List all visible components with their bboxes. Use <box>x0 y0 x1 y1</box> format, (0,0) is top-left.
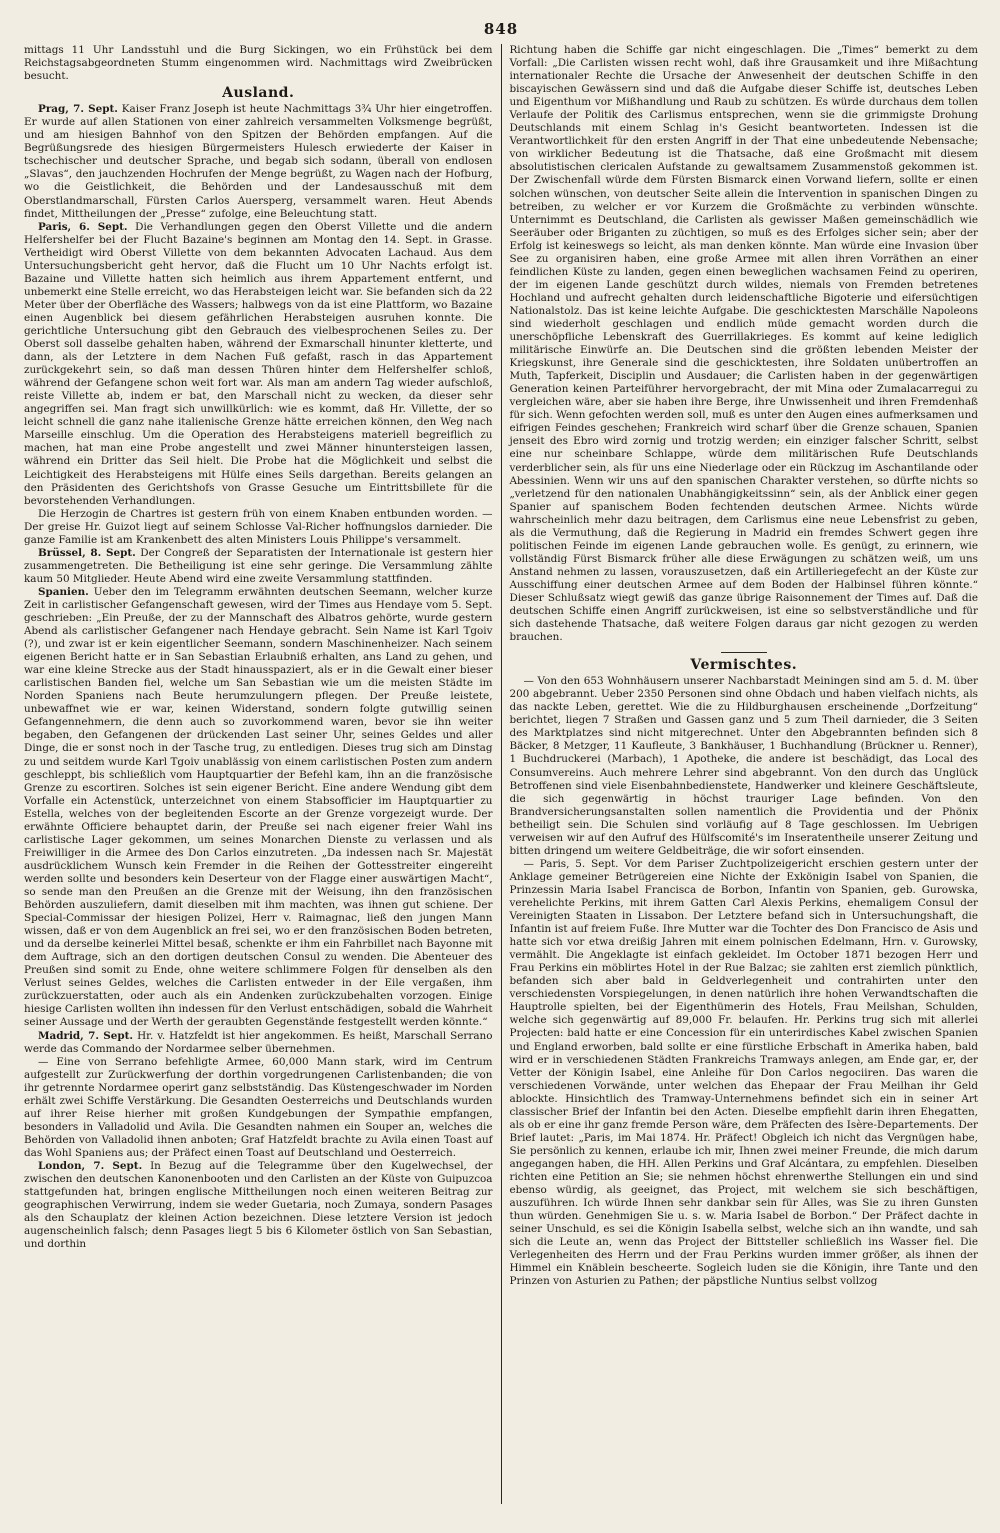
article-paris-perkins-text: Vor dem Pariser Zuchtpolizeigericht erschien gestern unter der Anklage gemeiner Betrügereien eine Nichte der Exkönigin Isabel von Spanien, die Prinzessin Maria Isabel Francisca de Borbon, Infantin von Spanien, geb. Gurowska, verehelichte Perkins, mit ihrem Gatten Carl Alexis Perkins, ehemaligem Consul der Vereinigten Staaten in Lissabon. Der Letztere befand sich in Untersuchungshaft, die Infantin ist auf freiem Fuße. Ihre Mutter war die Tochter des Don Francisco de Asis und hatte sich vor etwa dreißig Jahren mit einem polnischen Edelmann, Hrn. v. Gurowsky, vermählt. Die Angeklagte ist einfach gekleidet. Im October 1871 bezogen Herr und Frau Perkins ein möblirtes Hotel in der Rue Balzac; sie zahlten erst ziemlich pünktlich, befanden sich aber bald in Geldverlegenheit und contrahirten unter den verschiedensten Vorspiegelungen, in denen natürlich ihre hohen Verwandtschaften die Hauptrolle spielten, bei der Eigenthümerin des Hotels, Frau Meilshan, Schulden, welche sich gegenwärtig auf 89,000 Fr. belaufen. Hr. Perkins trug sich mit allerlei Projecten: bald hatte er eine Concession für ein unterirdisches Kabel zwischen Spanien und England erworben, bald sollte er eine fürstliche Erbschaft in Amerika haben, bald wird er in verschiedenen Städten Frankreichs Tramways anlegen, am Ende gar, er, der Vetter der Königin Isabel, eine Anleihe für Don Carlos negociiren. Das waren die verschiedenen Vorwände, unter welchen das Ehepaar der Frau Meilhan ihr Geld ablockte. Hinsichtlich des Tramway-Unternehmens befindet sich ein in seiner Art classischer Brief der Infantin bei den Acten. Dieselbe empfiehlt darin ihren Ehegatten, als ob er eine ihr ganz fremde Person wäre, dem Präfecten des Isère-Departements. Der Brief lautet: „Paris, im Mai 1874. Hr. Präfect! Obgleich ich nicht das Vergnügen habe, Sie persönlich zu kennen, erlaube ich mir, Ihnen zwei meiner Freunde, die mich darum angegangen haben, die HH. Allen Perkins und Graf Alcántara, zu empfehlen. Dieselben richten eine Petition an Sie; sie nehmen höchst ehrenwerthe Stellungen ein und sind ebenso würdig, als geeignet, das Project, mit welchem sie sich beschäftigen, auszuführen. Ich würde Ihnen sehr dankbar sein für Alles, was Sie zu ihren Gunsten thun würden. Genehmigen Sie u. s. w. Maria Isabel de Borbon.“ Der Präfect dachte in seiner Unschuld, es sei die Königin Isabella selbst, welche sich an ihn wandte, und sah sich die Leute an, wenn das Project der Bittsteller schließlich ins Wasser fiel. Die Verlegenheiten des Herrn und der Frau Perkins wurden immer größer, als ihnen der Himmel ein Knäblein bescheerte. Sogleich luden sie die Königin, ihre Tante und den Prinzen von Asturien zu Pathen; der päpstliche Nuntius selbst vollzog <box>509 857 978 1288</box>
intro-paragraph: mittags 11 Uhr Landsstuhl und die Burg Sickingen, wo ein Frühstück bei dem Reichstagsabgeordneten Stumm eingenommen wird. Nachmittags wird Zweibrücken besucht. <box>24 44 493 83</box>
left-column <box>24 44 501 1504</box>
article-spanien <box>24 586 493 1030</box>
columns <box>24 44 978 1504</box>
dateline-spanien: Spanien. <box>38 585 89 598</box>
section-heading-ausland: Ausland. <box>222 85 295 102</box>
article-spanien-text: Ueber den im Telegramm erwähnten deutschen Seemann, welcher kurze Zeit in carlistischer Gefangenschaft gewesen, wird der Times aus Hendaye vom 5. Sept. geschrieben: „Ein Preuße, der zu der Mannschaft des Albatros gehörte, wurde gestern Abend als carlistischer Gefangener nach Hendaye gebracht. Sein Name ist Karl Tgoiv (?), und zwar ist er kein eigentlicher Seemann, sondern Maschinenheizer. Nach seinem eigenen Bericht hatte er in San Sebastian Erlaubniß erhalten, ans Land zu gehen, und war eine kleine Strecke aus der Stadt hinausspaziert, als er in die Gewalt einer bieser carlistischen Banden fiel, welche um San Sebastian wie um die meisten Städte im Norden Spaniens nach Beute herumzulungern pflegen. Der Preuße leistete, unbewaffnet wie er war, keinen Widerstand, sondern folgte gutwillig seinen Gefangennehmern, die denn auch so zuvorkommend waren, bevor sie ihn weiter begaben, den Gefangenen der drückenden Last seiner Uhr, seines Geldes und aller Dinge, die er sonst noch in der Tasche trug, zu entledigen. Dieses trug sich am Dinstag zu und seitdem wurde Karl Tgoiv unablässig von einem carlistischen Posten zum andern geschleppt, bis schließlich vom Hauptquartier der Befehl kam, ihn an die französische Grenze zu escortiren. Solches ist sein eigener Bericht. Eine andere Wendung gibt dem Vorfalle ein Actenstück, unterzeichnet von einem Stabsofficier im Hauptquartier zu Estella, welches von der begleitenden Escorte an der Grenze vorgezeigt wurde. Der erwähnte Officiere behauptet darin, der Preuße sei nach eigener freier Wahl ins carlistische Lager gekommen, um seines Monarchen Dienste zu verlassen und als Freiwilliger in die Armee des Don Carlos einzutreten. „Da indessen nach Sr. Majestät ausdrücklichem Wunsch kein Fremder in die Reihen der Gottesstreiter eingereiht werden sollte und besonders kein Deserteur von der Flagge einer auswärtigen Macht“, so sende man den Preußen an die Grenze mit der Weisung, ihn den französischen Behörden auszuliefern, damit dieselben mit ihm machten, was ihnen gut schiene. Der Special-Commissar der hiesigen Polizei, Herr v. Raimagnac, ließ den jungen Mann wissen, daß er von dem Augenblick an frei sei, wo er den französischen Boden betreten, und da derselbe keinerlei Mittel besaß, schenkte er ihm ein Fahrbillet nach Bayonne mit dem Auftrage, sich an den dortigen deutschen Consul zu wenden. Die Abenteuer des Preußen sind somit zu Ende, ohne weitere schlimmere Folgen für denselben als den Verlust seines Geldes, welches die Carlisten entweder in der Eile vergaßen, ihm zurückzuerstatten, oder auch als ein Andenken zurückzubehalten vorzogen. Einige hiesige Carlisten wollten ihn indessen für den Verlust entschädigen, sobald die Wahrheit seiner Aussage und der Werth der geraubten Gegenstände festgestellt werden könnte.“ <box>24 585 493 1029</box>
article-meiningen: — Von den 653 Wohnhäusern unserer Nachbarstadt Meiningen sind am 5. d. M. über 200 abgebrannt. Ueber 2350 Personen sind ohne Obdach und haben vielfach nichts, als das nackte Leben, gerettet. Wie die zu Hildburghausen erscheinende „Dorfzeitung“ berichtet, liegen 7 Straßen und Gassen ganz und 5 zum Theil darnieder, die 3 Seiten des Marktplatzes sind nicht mitgerechnet. Unter den Abgebrannten befinden sich 8 Bäcker, 8 Metzger, 11 Kaufleute, 3 Bankhäuser, 1 Buchhandlung (Brückner u. Renner), 1 Buchdruckerei (Marbach), 1 Apotheke, die andere ist beschädigt, das Local des Consumvereins. Auch mehrere Lehrer sind abgebrannt. Von den durch das Unglück Betroffenen sind viele Eisenbahnbedienstete, Handwerker und kleinere Geschäftsleute, die sich gegenwärtig in höchst trauriger Lage befinden. Von den Brandversicherungsanstalten sollen namentlich die Providentia und der Phönix betheiligt sein. Die Schulen sind vorläufig auf 8 Tage geschlossen. Im Uebrigen verweisen wir auf den Aufruf des Hülfscomité's im Inseratentheile unserer Zeitung und bitten dringend um weitere Geldbeiträge, die wir sofort einsenden. <box>509 675 978 857</box>
article-madrid-text: Hr. v. Hatzfeldt ist hier angekommen. Es heißt, Marschall Serrano werde das Commando der Nordarmee selber übernehmen. <box>24 1029 493 1055</box>
dateline-paris: Paris, 6. Sept. <box>38 220 128 233</box>
dateline-london: London, 7. Sept. <box>38 1159 143 1172</box>
page-number: 848 <box>483 20 519 38</box>
dateline-bruessel: Brüssel, 8. Sept. <box>38 546 136 559</box>
article-bruessel <box>24 547 493 586</box>
continuation-paragraph: Richtung haben die Schiffe gar nicht eingeschlagen. Die „Times“ bemerkt zu dem Vorfall: „Die Carlisten wissen recht wohl, daß ihre Grausamkeit und ihre Mißachtung internationaler Rechte die Ursache der Anwesenheit der deutschen Schiffe in den biscayischen Gewässern sind und daß die Aufgabe dieser Schiffe ist, deutsches Leben und Eigenthum vor Mißhandlung und Raub zu schützen. Es würde durchaus dem tollen Verlaufe der Politik des Carlismus entsprechen, wenn sie die grimmigste Drohung Deutschlands mit einem Schlag in's Gesicht beantworteten. Indessen ist die Verantwortlichkeit für den ersten Angriff in der That eine unbedeutende Nebensache; von wirklicher Bedeutung ist die Thatsache, daß eine Großmacht mit diesem absolutistischen clericalen Aufstande zu gewaltsamem Zusammenstoß gekommen ist. Der Zwischenfall würde dem Fürsten Bismarck einen Vorwand liefern, sollte er einen solchen wünschen, von deutscher Seite allein die Intervention in spanischen Dingen zu betreiben, zu welcher er vor Kurzem die Großmächte zu verbinden wünschte. Unternimmt es Deutschland, die Carlisten als gewisser Maßen gemeinschädlich wie Seeräuber oder Briganten zu züchtigen, so muß es des Erfolges sicher sein; aber der Erfolg ist keineswegs so leicht, als man denken könnte. Man würde eine Invasion über See zu organisiren haben, eine große Armee mit allen ihren Vorräthen an einer feindlichen Küste zu landen, gegen einen beweglichen wachsamen Feind zu operiren, der im eigenen Lande geschützt durch wildes, niemals von Fremden betretenes Hochland und aufrecht gehalten durch leidenschaftliche Bigoterie und eifersüchtigen Nationalstolz. Das ist keine leichte Aufgabe. Die geschicktesten Marschälle Napoleons sind wiederholt geschlagen und endlich müde gemacht worden durch die unerschöpfliche Lebenskraft des Guerrillakrieges. Es kommt auf keine lediglich militärische Einwürfe an. Die Deutschen sind die größten lebenden Meister der Kriegskunst, ihre Generale sind die geschicktesten, ihre Soldaten unübertroffen an Muth, Tapferkeit, Disciplin und Ausdauer; die Carlisten haben in der gegenwärtigen Generation keinen Parteiführer hervorgebracht, der mit Mina oder Zumalacarregui zu vergleichen wäre, aber sie haben ihre Berge, ihre Unwissenheit und ihren Fremdenhaß für sich. Wenn gefochten werden soll, muß es unter den Augen eines aufmerksamen und eifrigen Feindes geschehen; Frankreich wird scharf über die Grenze schauen, Spanien jenseit des Ebro wird zornig und trotzig werden; ein einziger falscher Schritt, selbst eine nur scheinbare Schlappe, würde dem militärischen Rufe Deutschlands verderblicher sein, als für uns eine Niederlage oder ein Rückzug im Aschantilande oder Abessinien. Wenn wir uns auf den spanischen Charakter verstehen, so dürfte nichts so „verletzend für den nationalen Unabhängigkeitssinn“ sein, als der Anblick einer gegen Spanier auf spanischem Boden fechtenden deutschen Armee. Nichts würde wahrscheinlich mehr dazu beitragen, dem Carlismus eine neue Lebensfrist zu geben, als die Vermuthung, daß die Regierung in Madrid ein fremdes Schwert gegen ihre politischen Feinde im eigenen Lande gebrauchen wolle. Es genügt, zu erinnern, wie vollständig Fürst Bismarck früher alle diese Erwägungen zu schätzen weiß, um uns Anstand nehmen zu lassen, vorauszusetzen, daß ein Artilleriegefecht an der Küste zur Ausschiffung einer deutschen Armee auf dem Boden der Halbinsel führen könnte.“ Dieser Schlußsatz wiegt gewiß das ganze übrige Raisonnement der Times auf. Daß die deutschen Schiffe einen Angriff zurückweisen, ist eine so selbstverständliche und für sich dastehende Thatsache, daß weitere Folgen daraus gar nicht gezogen zu werden brauchen. <box>509 44 978 644</box>
article-madrid-2: — Eine von Serrano befehligte Armee, 60,000 Mann stark, wird im Centrum aufgestellt zur Zurückwerfung der dorthin vorgedrungenen Carlistenbanden; die von ihr getrennte Nordarmee operirt ganz selbstständig. Das Küstengeschwader im Norden erhält zwei Schiffe Verstärkung. Die Gesandten Oesterreichs und Deutschlands wurden auf ihrer Reise hierher mit großen Kundgebungen der Sympathie empfangen, besonders in Valladolid und Avila. Die Gesandten nahmen ein Souper an, welches die Behörden von Valladolid ihnen anboten; Graf Hatzfeldt brachte zu Avila einen Toast auf das Wohl Spaniens aus; der Präfect einen Toast auf Deutschland und Oesterreich. <box>24 1055 493 1159</box>
article-london <box>24 1160 493 1251</box>
article-bruessel-text: Der Congreß der Separatisten der Internationale ist gestern hier zusammengetreten. Die Betheiligung ist eine sehr geringe. Die Versammlung zählte kaum 50 Mitglieder. Heute Abend wird eine zweite Versammlung stattfinden. <box>24 546 493 585</box>
article-madrid <box>24 1030 493 1056</box>
article-paris-2: Die Herzogin de Chartres ist gestern früh von einem Knaben entbunden worden. — Der greise Hr. Guizot liegt auf seinem Schlosse Val-Richer hoffnungslos darnieder. Die ganze Familie ist am Krankenbett des alten Ministers Louis Philippe's versammelt. <box>24 507 493 546</box>
dateline-prag: Prag, 7. Sept. <box>38 103 118 116</box>
article-paris-text: Die Verhandlungen gegen den Oberst Villette und die andern Helfershelfer bei der Flucht Bazaine's beginnen am Montag den 14. Sept. in Grasse. Vertheidigt wird Oberst Villette von dem bekannten Advocaten Lachaud. Aus dem Untersuchungsbericht geht hervor, daß die Flucht um 10 Uhr Nachts erfolgt ist. Bazaine und Villette hatten sich heimlich aus ihrem Appartement entfernt, und unbemerkt eine Stelle erreicht, wo das Herabsteigen leicht war. Sie befanden sich da 22 Meter über der Oberfläche des Wassers; halbwegs von da ist eine Plattform, wo Bazaine einen Augenblick bei diesem gefährlichen Herabsteigen ausruhen konnte. Die gerichtliche Untersuchung gibt den Gebrauch des vielbesprochenen Seiles zu. Der Oberst soll dasselbe gehalten haben, während der Exmarschall hinunter kletterte, und dann, als der Letztere in dem Nachen Fuß gefaßt, rasch in das Appartement zurückgekehrt sein, so daß man dessen Thüren hinter dem Helfershelfer schloß, während der Gefangene schon weit fort war. Als man am andern Tag wieder aufschloß, reiste Villette ab, indem er bat, den Marschall nicht zu wecken, da dieser sehr angegriffen sei. Man fragt sich unwillkürlich: wie es kommt, daß Hr. Villette, der so leicht schnell die ganz nahe italienische Grenze hätte erreichen können, den Weg nach Marseille einschlug. Um die Operation des Herabsteigens materiell begreiflich zu machen, hat man eine Probe angestellt und zwei Männer hinuntersteigen lassen, während ein Dritter das Seil hielt. Die Probe hat die Möglichkeit und selbst die Leichtigkeit des Herabsteigens mit Hülfe eines Seils dargethan. Bereits gelangen an den Präsidenten des Gerichtshofs von Grasse Gesuche um Eintrittsbillete für die bevorstehenden Verhandlungen. <box>24 220 493 507</box>
section-divider <box>721 652 767 653</box>
article-prag <box>24 103 493 220</box>
article-prag-text: Kaiser Franz Joseph ist heute Nachmittags 3¾ Uhr hier eingetroffen. Er wurde auf allen Stationen von einer zahlreich versammelten Volksmenge begrüßt, und am hiesigen Bahnhof von den Spitzen der Behörden empfangen. Auf die Begrüßungsrede des hiesigen Bürgermeisters Hulesch erwiederte der Kaiser in tschechischer und deutscher Sprache, und begab sich sodann, überall von endlosen „Slavas“, den jauchzenden Hochrufen der Menge begrüßt, zu Wagen nach der Hofburg, wo die Geistlichkeit, die Behörden und der Landesausschuß mit dem Oberstlandmarschall, Fürsten Carlos Auersperg, versammelt waren. Heut Abends findet, Mittheilungen der „Presse“ zufolge, eine Beleuchtung statt. <box>24 103 493 220</box>
article-london-text: In Bezug auf die Telegramme über den Kugelwechsel, der zwischen den deutschen Kanonenbooten und den Carlisten an der Küste von Guipuzcoa stattgefunden hat, bringen englische Mittheilungen noch einen weiteren Beitrag zur geographischen Verwirrung, indem sie weder Guetaria, noch Zumaya, sondern Pasages als den Schauplatz der kleinen Action bezeichnen. Diese letztere Version ist jedoch augenscheinlich falsch; denn Pasages liegt 5 bis 6 Kilometer östlich von San Sebastian, und dorthin <box>24 1159 493 1251</box>
dateline-paris-perkins: — Paris, 5. Sept. <box>523 857 619 870</box>
dateline-madrid: Madrid, 7. Sept. <box>38 1029 134 1042</box>
article-paris-perkins <box>509 858 978 1289</box>
section-heading-vermischtes: Vermischtes. <box>690 657 798 674</box>
article-paris <box>24 221 493 508</box>
right-column <box>501 44 978 1504</box>
